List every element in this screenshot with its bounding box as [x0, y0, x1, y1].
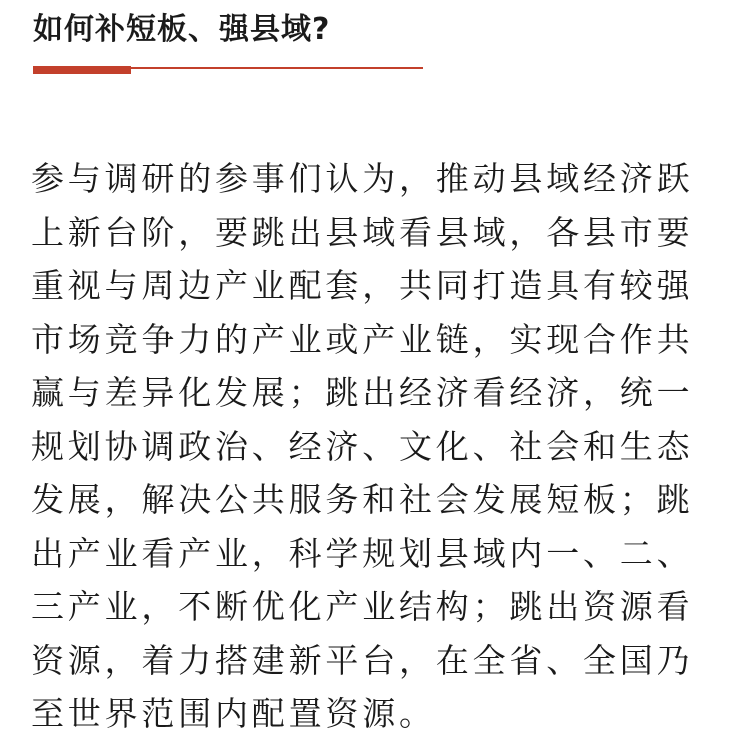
section-title: 如何补短板、强县域? — [33, 12, 331, 47]
article-paragraph: 参与调研的参事们认为，推动县域经济跃上新台阶，要跳出县域看县域，各县市要重视与周边产业配套，共同打造具有较强市场竞争力的产业或产业链，实现合作共赢与差异化发展；跳出经济看经济，统一规划协调政治、经济、文化、社会和生态发展，解决公共服务和社会发展短板；跳出产业看产业，科学规划县域内一、二、三产业，不断优化产业结构；跳出资源看资源，着力搭建新平台，在全省、全国乃至世界范围内配置资源。 — [31, 159, 694, 733]
title-underline-accent — [33, 66, 131, 74]
